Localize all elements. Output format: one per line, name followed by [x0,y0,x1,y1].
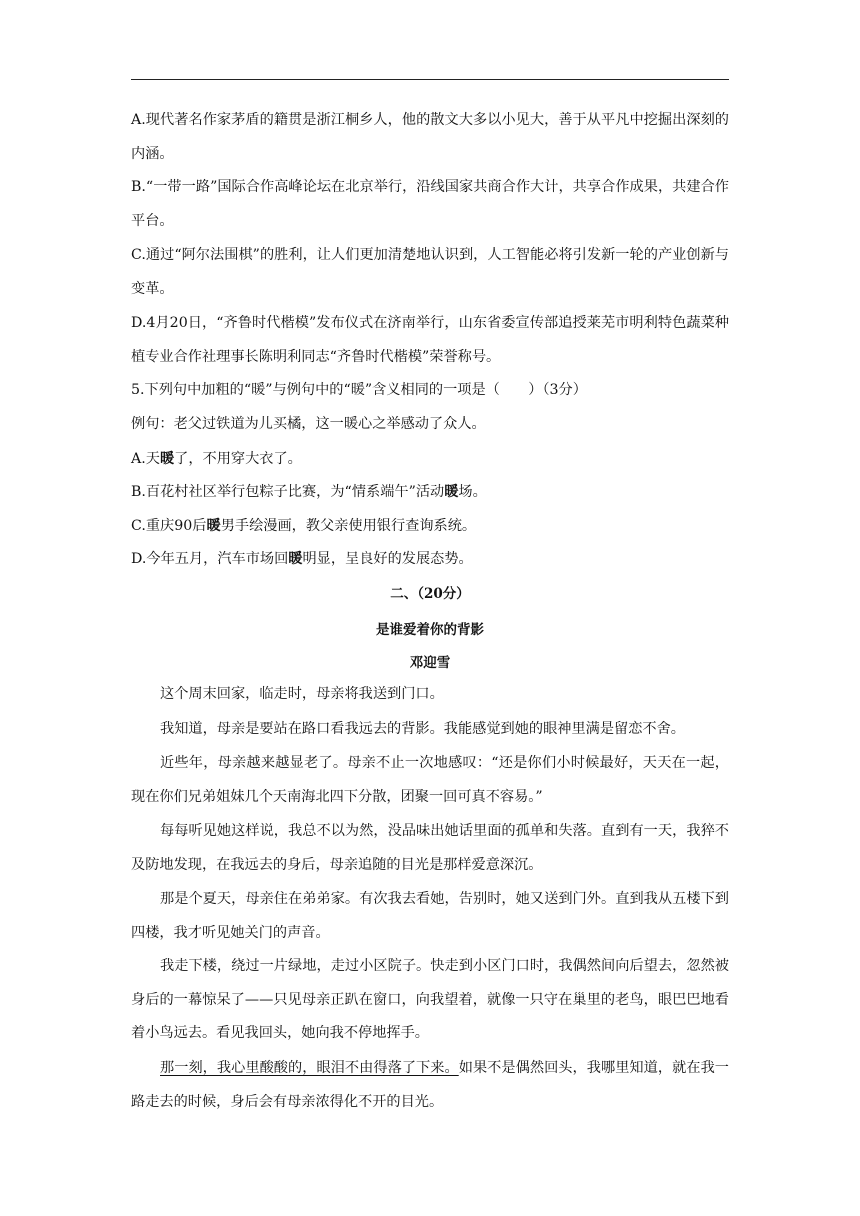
option-4c: C.通过“阿尔法围棋”的胜利，让人们更加清楚地认识到，人工智能必将引发新一轮的产业创新与变革。 [131,247,729,297]
option-5d [131,543,729,577]
option-5d-pre: D.今年五月，汽车市场回 [131,551,289,567]
article-title: 是谁爱着你的背影 [376,622,484,638]
option-4b: B.“一带一路”国际合作高峰论坛在北京举行，沿线国家共商合作大计，共享合作成果，共建合作平台。 [131,179,729,229]
passage-paragraph-5: 那是个夏天，母亲住在弟弟家。有次我去看她，告别时，她又送到门外。直到我从五楼下到四楼，我才听见她关门的声音。 [131,891,729,941]
header-rule [131,79,729,80]
option-5a-post: 了，不用穿大衣了。 [174,451,302,467]
passage-paragraph-7 [131,1052,729,1119]
option-5c-post: 男手绘漫画，教父亲使用银行查询系统。 [220,518,477,534]
option-5b-pre: B.百花村社区举行包粽子比赛，为“情系端午”活动 [131,484,445,500]
option-5c-pre: C.重庆90后 [131,518,207,534]
option-5a [131,443,729,477]
passage-paragraph-3: 近些年，母亲越来越显老了。母亲不止一次地感叹：“还是你们小时候最好，天天在一起，现在你们兄弟姐妹几个天南海北四下分散，团聚一回可真不容易。” [131,755,729,805]
option-4a: A.现代著名作家茅盾的籍贯是浙江桐乡人，他的散文大多以小见大，善于从平凡中挖掘出深刻的内涵。 [131,112,729,162]
option-5d-post: 明显，呈良好的发展态势。 [302,551,473,567]
option-4d: D.4月20日，“齐鲁时代楷模”发布仪式在济南举行，山东省委宣传部追授莱芜市明利特色蔬菜种植专业合作社理事长陈明利同志“齐鲁时代楷模”荣誉称号。 [131,315,729,365]
passage-paragraph-7-rest: 如果不是偶然回头，我哪里知道，就在我一路走去的时候，身后会有母亲浓得化不开的目光。 [131,1060,729,1110]
question-5-stem: 5.下列句中加粗的“暖”与例句中的“暖”含义相同的一项是（ ）（3分） [131,382,587,398]
option-5c [131,510,729,544]
passage-paragraph-4: 每每听见她这样说，我总不以为然，没品味出她话里面的孤单和失落。直到有一天，我猝不及防地发现，在我远去的身后，母亲追随的目光是那样爱意深沉。 [131,823,729,873]
underlined-sentence: 那一刻，我心里酸酸的，眼泪不由得落了下来。 [160,1060,459,1076]
option-5a-bold: 暖 [159,451,175,467]
passage-paragraph-6: 我走下楼，绕过一片绿地，走过小区院子。快走到小区门口时，我偶然间向后望去，忽然被身后的一幕惊呆了——只见母亲正趴在窗口，向我望着，就像一只守在巢里的老鸟，眼巴巴地看着小鸟远去。看见我回头，她向我不停地挥手。 [131,958,729,1041]
option-5b-bold: 暖 [444,484,459,500]
option-5c-bold: 暖 [206,518,221,534]
section-heading: 二、（20分） [390,586,470,602]
option-5b [131,476,729,510]
passage-paragraph-1: 这个周末回家，临走时，母亲将我送到门口。 [160,686,444,702]
article-author: 邓迎雪 [409,655,451,671]
question-5-example: 例句：老父过铁道为儿买橘，这一暖心之举感动了众人。 [131,416,486,432]
passage-paragraph-2: 我知道，母亲是要站在路口看我远去的背影。我能感觉到她的眼神里满是留恋不舍。 [160,721,685,737]
option-5a-pre: A.天 [131,451,160,467]
option-5d-bold: 暖 [288,551,303,567]
option-5b-post: 场。 [458,484,487,500]
